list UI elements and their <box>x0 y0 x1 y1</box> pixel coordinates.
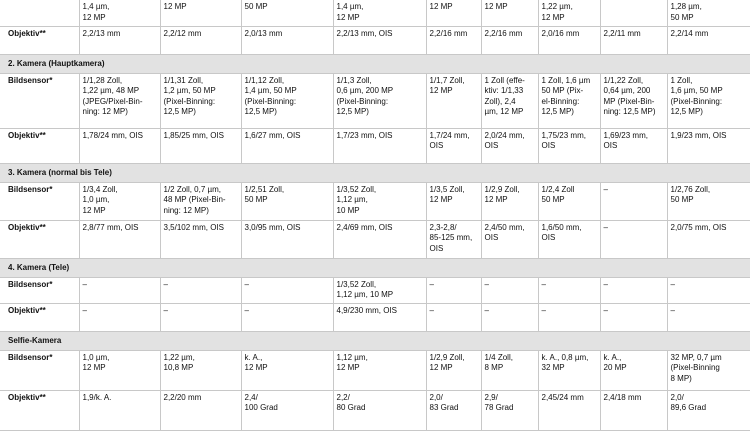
table-cell: 1,9/k. A. <box>79 390 160 430</box>
table-cell: – <box>426 303 481 331</box>
table-cell: 1,75/23 mm, OIS <box>538 128 600 163</box>
table-cell: 2,2/13 mm <box>79 26 160 54</box>
table-cell: – <box>160 303 241 331</box>
section-header-row <box>0 54 750 73</box>
table-cell: 2,0/ 83 Grad <box>426 390 481 430</box>
table-cell: k. A., 0,8 µm, 32 MP <box>538 350 600 390</box>
table-cell: 1 Zoll, 1,6 µm 50 MP (Pix- el-Binning: 12,5 MP) <box>538 73 600 128</box>
table-cell: – <box>538 303 600 331</box>
row-label: Objektiv** <box>0 303 79 331</box>
table-cell: 2,8/77 mm, OIS <box>79 220 160 258</box>
section-title: Selfie-Kamera <box>0 331 750 350</box>
table-cell: 1,12 µm, 12 MP <box>333 350 426 390</box>
table-cell: 2,2/ 80 Grad <box>333 390 426 430</box>
table-cell: 2,2/11 mm <box>600 26 667 54</box>
table-cell: 2,2/16 mm <box>426 26 481 54</box>
table-cell: – <box>160 277 241 303</box>
table-cell: 1,69/23 mm, OIS <box>600 128 667 163</box>
table-cell: 1/4 Zoll, 8 MP <box>481 350 538 390</box>
table-cell: – <box>79 277 160 303</box>
row-label: Objektiv** <box>0 390 79 430</box>
table-cell: – <box>481 277 538 303</box>
table-cell: – <box>79 303 160 331</box>
table-cell: – <box>538 277 600 303</box>
table-cell: 12 MP <box>160 0 241 26</box>
table-cell: 1,6/50 mm, OIS <box>538 220 600 258</box>
table-cell: 1,22 µm, 12 MP <box>538 0 600 26</box>
table-cell: 3,5/102 mm, OIS <box>160 220 241 258</box>
table-cell: k. A., 20 MP <box>600 350 667 390</box>
table-cell: 2,4/69 mm, OIS <box>333 220 426 258</box>
table-cell: 4,9/230 mm, OIS <box>333 303 426 331</box>
row-label: Objektiv** <box>0 220 79 258</box>
row-label: Bildsensor* <box>0 350 79 390</box>
table-cell: 1/3,4 Zoll, 1,0 µm, 12 MP <box>79 182 160 220</box>
table-cell: 2,2/14 mm <box>667 26 750 54</box>
table-cell: 2,2/13 mm, OIS <box>333 26 426 54</box>
table-cell: 2,4/50 mm, OIS <box>481 220 538 258</box>
table-row <box>0 350 750 390</box>
table-cell: 2,3-2,8/ 85-125 mm, OIS <box>426 220 481 258</box>
table-cell: 1/1,3 Zoll, 0,6 µm, 200 MP (Pixel-Binning: 12,5 MP) <box>333 73 426 128</box>
row-label: Bildsensor* <box>0 73 79 128</box>
table-cell: 2,0/24 mm, OIS <box>481 128 538 163</box>
section-header-row <box>0 258 750 277</box>
table-cell: 2,0/ 89,6 Grad <box>667 390 750 430</box>
table-cell: 2,45/24 mm <box>538 390 600 430</box>
table-cell: 1/2,51 Zoll, 50 MP <box>241 182 333 220</box>
row-label: Objektiv** <box>0 26 79 54</box>
table-cell: 1/1,31 Zoll, 1,2 µm, 50 MP (Pixel-Binning: 12,5 MP) <box>160 73 241 128</box>
row-label: Objektiv** <box>0 128 79 163</box>
table-cell: 1 Zoll (effe- ktiv: 1/1,33 Zoll), 2,4 µm, 12 MP <box>481 73 538 128</box>
row-label <box>0 0 79 26</box>
table-cell: 1,78/24 mm, OIS <box>79 128 160 163</box>
table-cell: 3,0/95 mm, OIS <box>241 220 333 258</box>
table-cell: 2,0/13 mm <box>241 26 333 54</box>
table-cell: – <box>600 220 667 258</box>
table-cell: 1/1,22 Zoll, 0,64 µm, 200 MP (Pixel-Bin- ning: 12,5 MP) <box>600 73 667 128</box>
table-cell: – <box>481 303 538 331</box>
table-cell: 12 MP <box>481 0 538 26</box>
table-cell: 1,6/27 mm, OIS <box>241 128 333 163</box>
table-cell: 1/3,5 Zoll, 12 MP <box>426 182 481 220</box>
table-row <box>0 182 750 220</box>
table-row <box>0 220 750 258</box>
table-cell: 50 MP <box>241 0 333 26</box>
row-label: Bildsensor* <box>0 277 79 303</box>
table-cell: 2,4/ 100 Grad <box>241 390 333 430</box>
table-cell: 1/2,9 Zoll, 12 MP <box>426 350 481 390</box>
table-cell: 1,7/23 mm, OIS <box>333 128 426 163</box>
table-row <box>0 390 750 430</box>
table-cell: 1/2,4 Zoll 50 MP <box>538 182 600 220</box>
row-label: Bildsensor* <box>0 182 79 220</box>
table-cell: 1,85/25 mm, OIS <box>160 128 241 163</box>
table-row <box>0 26 750 54</box>
table-cell: 1,7/24 mm, OIS <box>426 128 481 163</box>
section-header-row <box>0 331 750 350</box>
table-cell: k. A., 12 MP <box>241 350 333 390</box>
table-cell: – <box>600 182 667 220</box>
table-cell: 2,2/16 mm <box>481 26 538 54</box>
table-cell: – <box>600 277 667 303</box>
table-cell: 1/1,7 Zoll, 12 MP <box>426 73 481 128</box>
table-cell: 1/2,9 Zoll, 12 MP <box>481 182 538 220</box>
table-row <box>0 303 750 331</box>
table-cell: 1/2,76 Zoll, 50 MP <box>667 182 750 220</box>
section-title: 2. Kamera (Hauptkamera) <box>0 54 750 73</box>
table-cell: 2,4/18 mm <box>600 390 667 430</box>
table-cell: 2,0/75 mm, OIS <box>667 220 750 258</box>
table-cell: 1,28 µm, 50 MP <box>667 0 750 26</box>
section-title: 3. Kamera (normal bis Tele) <box>0 163 750 182</box>
table-cell: – <box>667 303 750 331</box>
section-header-row <box>0 163 750 182</box>
table-cell: 2,2/12 mm <box>160 26 241 54</box>
table-cell: 1,4 µm, 12 MP <box>79 0 160 26</box>
table-row <box>0 128 750 163</box>
table-cell: 1 Zoll, 1,6 µm, 50 MP (Pixel-Binning: 12,5 MP) <box>667 73 750 128</box>
table-cell: – <box>241 303 333 331</box>
table-cell: 2,9/ 78 Grad <box>481 390 538 430</box>
table-cell: – <box>426 277 481 303</box>
table-row <box>0 73 750 128</box>
table-cell: – <box>667 277 750 303</box>
section-title: 4. Kamera (Tele) <box>0 258 750 277</box>
table-cell: 1,9/23 mm, OIS <box>667 128 750 163</box>
table-cell: – <box>600 303 667 331</box>
table-row <box>0 0 750 26</box>
table-cell: 1/3,52 Zoll, 1,12 µm, 10 MP <box>333 277 426 303</box>
table-cell: – <box>241 277 333 303</box>
table-cell <box>600 0 667 26</box>
table-cell: 1,0 µm, 12 MP <box>79 350 160 390</box>
table-cell: 1,4 µm, 12 MP <box>333 0 426 26</box>
table-cell: 1/1,28 Zoll, 1,22 µm, 48 MP (JPEG/Pixel-Bin- ning: 12 MP) <box>79 73 160 128</box>
table-cell: 32 MP, 0,7 µm (Pixel-Binning 8 MP) <box>667 350 750 390</box>
table-cell: 12 MP <box>426 0 481 26</box>
table-cell: 2,0/16 mm <box>538 26 600 54</box>
table-cell: 2,2/20 mm <box>160 390 241 430</box>
table-cell: 1/3,52 Zoll, 1,12 µm, 10 MP <box>333 182 426 220</box>
table-cell: 1,22 µm, 10,8 MP <box>160 350 241 390</box>
table-row <box>0 277 750 303</box>
table-cell: 1/2 Zoll, 0,7 µm, 48 MP (Pixel-Bin- ning: 12 MP) <box>160 182 241 220</box>
table-cell: 1/1,12 Zoll, 1,4 µm, 50 MP (Pixel-Binning: 12,5 MP) <box>241 73 333 128</box>
